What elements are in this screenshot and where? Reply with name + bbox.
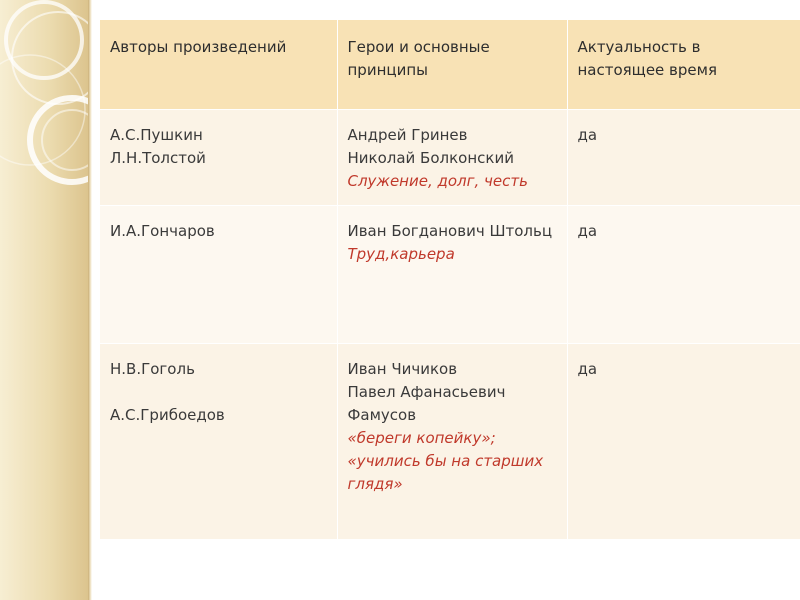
header-authors: Авторы произведений	[100, 20, 337, 109]
hero-name: Иван Чичиков	[347, 359, 458, 378]
header-relevance	[567, 20, 800, 109]
hero-name: Павел Афанасьевич Фамусов	[347, 382, 506, 424]
table-row	[100, 343, 800, 539]
literature-table	[100, 20, 800, 540]
table-header-row	[100, 20, 800, 109]
cell-heroes	[337, 109, 567, 205]
cell-relevance: да	[567, 343, 800, 539]
cell-heroes	[337, 205, 567, 343]
principle-text: Служение, долг, честь	[347, 171, 528, 190]
header-heroes-label: Герои и основные принципы	[347, 38, 490, 79]
cell-authors	[100, 109, 337, 205]
cell-authors	[100, 205, 337, 343]
author-name: А.С.Грибоедов	[110, 405, 225, 424]
cell-relevance: да	[567, 109, 800, 205]
table-row	[100, 109, 800, 205]
cell-relevance: да	[567, 205, 800, 343]
author-name: Л.Н.Толстой	[110, 148, 206, 167]
decorative-circles	[0, 0, 88, 600]
side-panel-edge	[88, 0, 92, 600]
hero-name: Андрей Гринев	[347, 125, 468, 144]
header-heroes	[337, 20, 567, 109]
cell-heroes	[337, 343, 567, 539]
spacer	[110, 381, 327, 404]
hero-name: Николай Болконский	[347, 148, 514, 167]
author-name: И.А.Гончаров	[110, 221, 215, 240]
hero-name: Иван Богданович Штольц	[347, 221, 553, 240]
table-row	[100, 205, 800, 343]
principle-text: Труд,карьера	[347, 244, 455, 263]
cell-authors	[100, 343, 337, 539]
decorative-side-panel	[0, 0, 88, 600]
header-relevance-label: Актуальность в настоящее время	[577, 38, 717, 79]
author-name: Н.В.Гоголь	[110, 359, 195, 378]
principle-text: «береги копейку»; «учились бы на старших глядя»	[347, 428, 544, 493]
author-name: А.С.Пушкин	[110, 125, 203, 144]
